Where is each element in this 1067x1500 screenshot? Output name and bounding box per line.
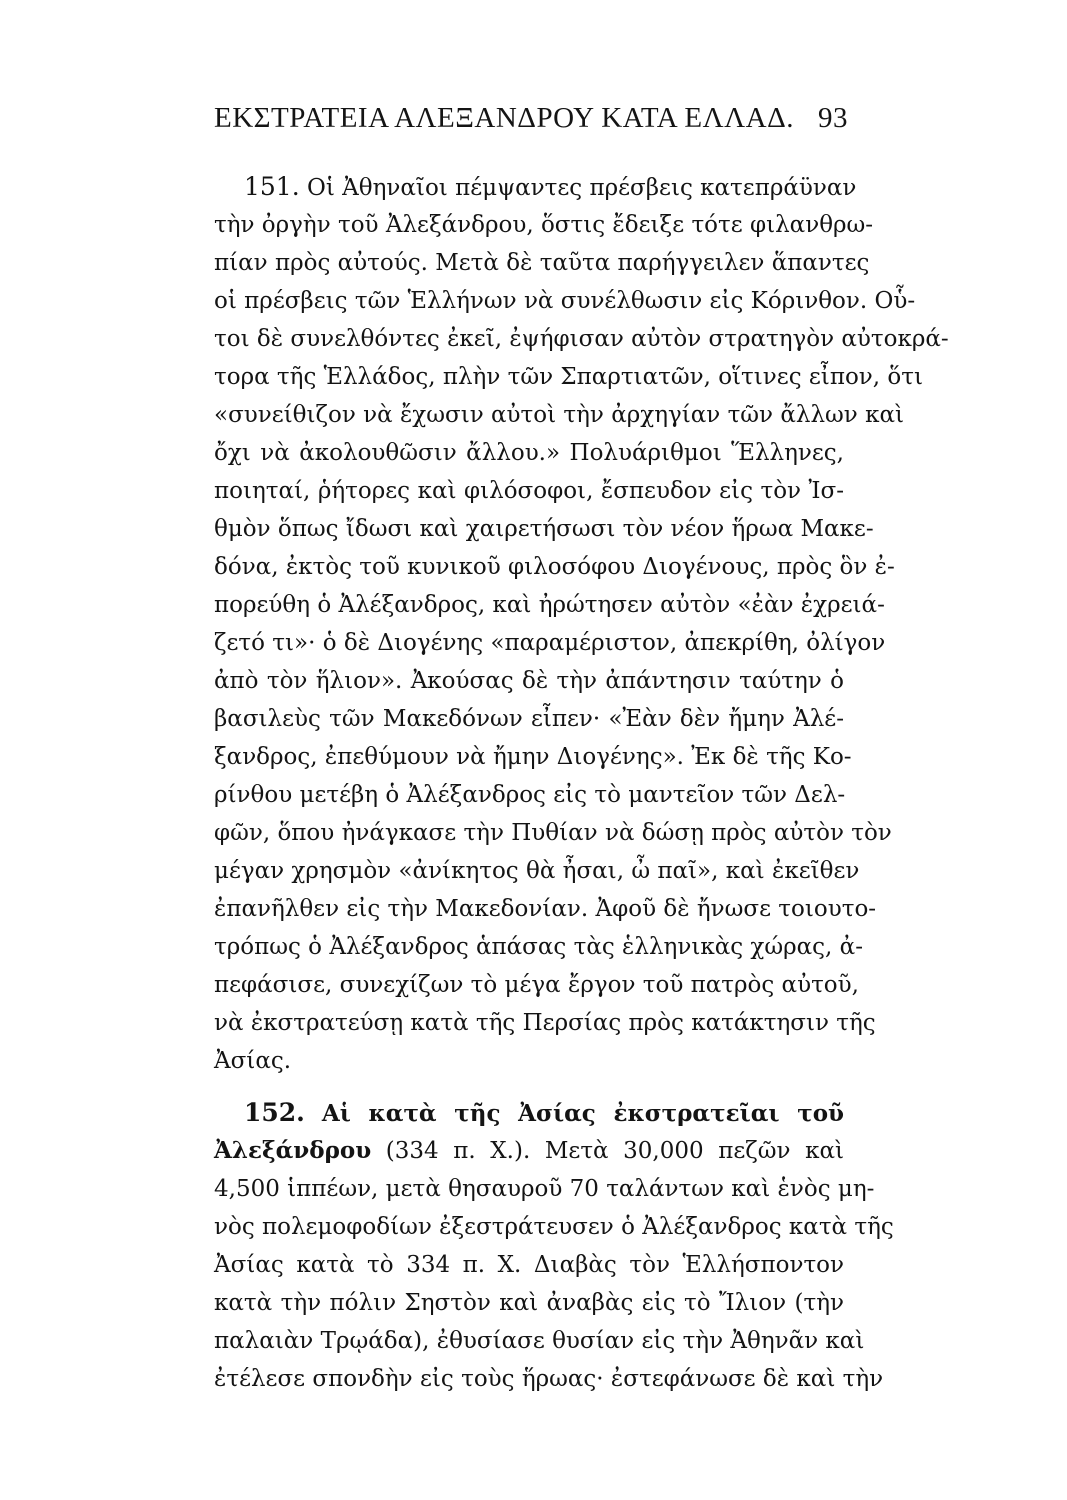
- paragraph-151-line-7: «συνείθιζον νὰ ἔχωσιν αὐτοὶ τὴν ἀρχηγίαν τῶν ἄλλων καὶ: [214, 402, 905, 428]
- paragraph-151-line-1: [244, 168, 857, 206]
- paragraph-152-line-6: κατὰ τὴν πόλιν Σηστὸν καὶ ἀναβὰς εἰς τὸ Ἴλιον (τὴν: [214, 1290, 844, 1316]
- paragraph-151-line-11: δόνα, ἐκτὸς τοῦ κυνικοῦ φιλοσόφου Διογένους, πρὸς ὃν ἐ-: [214, 554, 895, 580]
- paragraph-152-line-2: [214, 1132, 844, 1170]
- text: Οἱ Ἀθηναῖοι πέμψαντες πρέσβεις κατεπράϋναν: [306, 175, 857, 201]
- paragraph-151-line-6: τορα τῆς Ἑλλάδος, πλὴν τῶν Σπαρτιατῶν, οἵτινες εἶπον, ὅτι: [214, 364, 923, 390]
- paragraph-151-line-8: ὄχι νὰ ἀκολουθῶσιν ἄλλου.» Πολυάριθμοι Ἕλληνες,: [214, 440, 844, 466]
- paragraph-151-line-10: θμὸν ὅπως ἴδωσι καὶ χαιρετήσωσι τὸν νέον ἥρωα Μακε-: [214, 516, 874, 542]
- paragraph-151-line-13: ζετό τι»· ὁ δὲ Διογένης «παραμέριστον, ἀπεκρίθη, ὀλίγον: [214, 630, 886, 656]
- section-number-151: 151.: [244, 172, 300, 201]
- paragraph-151-line-23: νὰ ἐκστρατεύσῃ κατὰ τῆς Περσίας πρὸς κατάκτησιν τῆς: [214, 1010, 876, 1036]
- paragraph-151-line-15: βασιλεὺς τῶν Μακεδόνων εἶπεν· «Ἐὰν δὲν ἤμην Ἀλέ-: [214, 706, 844, 732]
- paragraph-151-line-21: τρόπως ὁ Ἀλέξανδρος ἁπάσας τὰς ἑλληνικὰς χώρας, ἀ-: [214, 934, 863, 960]
- paragraph-151-line-19: μέγαν χρησμὸν «ἀνίκητος θὰ ἦσαι, ὦ παῖ», καὶ ἐκεῖθεν: [214, 858, 860, 884]
- paragraph-152-line-4: νὸς πολεμοφοδίων ἐξεστράτευσεν ὁ Ἀλέξανδρος κατὰ τῆς: [214, 1214, 894, 1240]
- section-number-152: 152.: [244, 1098, 305, 1127]
- text: (334 π. Χ.). Μετὰ 30,000 πεζῶν καὶ: [385, 1138, 845, 1164]
- section-heading-cont: Ἀλεξάνδρου: [214, 1137, 372, 1164]
- section-heading: Αἱ κατὰ τῆς Ἀσίας ἐκστρατεῖαι τοῦ: [321, 1100, 844, 1127]
- paragraph-151-line-18: φῶν, ὅπου ἠνάγκασε τὴν Πυθίαν νὰ δώσῃ πρὸς αὐτὸν τὸν: [214, 820, 892, 846]
- paragraph-151-line-16: ξανδρος, ἐπεθύμουν νὰ ἤμην Διογένης». Ἐκ δὲ τῆς Κο-: [214, 744, 852, 770]
- paragraph-152-line-8: ἐτέλεσε σπονδὴν εἰς τοὺς ἥρωας· ἐστεφάνωσε δὲ καὶ τὴν: [214, 1366, 884, 1392]
- page-number: 93: [818, 102, 848, 134]
- paragraph-151-line-9: ποιηταί, ῥήτορες καὶ φιλόσοφοι, ἔσπευδον εἰς τὸν Ἰσ-: [214, 478, 844, 504]
- paragraph-151-line-24: Ἀσίας.: [214, 1048, 292, 1074]
- running-head-title: ΕΚΣΤΡΑΤΕΙΑ ΑΛΕΞΑΝΔΡΟΥ ΚΑΤΑ ΕΛΛΑΔ.: [214, 102, 794, 134]
- paragraph-151-line-22: πεφάσισε, συνεχίζων τὸ μέγα ἔργον τοῦ πατρὸς αὐτοῦ,: [214, 972, 859, 998]
- paragraph-151-line-5: τοι δὲ συνελθόντες ἐκεῖ, ἐψήφισαν αὐτὸν στρατηγὸν αὐτοκρά-: [214, 326, 949, 352]
- paragraph-151-line-4: οἱ πρέσβεις τῶν Ἑλλήνων νὰ συνέλθωσιν εἰς Κόρινθον. Οὗ-: [214, 288, 916, 314]
- paragraph-151-line-12: πορεύθη ὁ Ἀλέξανδρος, καὶ ἠρώτησεν αὐτὸν «ἐὰν ἐχρειά-: [214, 592, 885, 618]
- paragraph-152-line-5: Ἀσίας κατὰ τὸ 334 π. Χ. Διαβὰς τὸν Ἑλλήσποντον: [214, 1252, 844, 1278]
- paragraph-152-line-3: 4,500 ἱππέων, μετὰ θησαυροῦ 70 ταλάντων καὶ ἑνὸς μη-: [214, 1176, 875, 1202]
- paragraph-151-line-14: ἀπὸ τὸν ἥλιον». Ἀκούσας δὲ τὴν ἀπάντησιν ταύτην ὁ: [214, 668, 844, 694]
- paragraph-152-line-1: [244, 1094, 844, 1132]
- paragraph-151-line-3: πίαν πρὸς αὐτούς. Μετὰ δὲ ταῦτα παρήγγειλεν ἅπαντες: [214, 250, 870, 276]
- paragraph-152-line-7: παλαιὰν Τρῳάδα), ἐθυσίασε θυσίαν εἰς τὴν Ἀθηνᾶν καὶ: [214, 1328, 865, 1354]
- paragraph-151-line-20: ἐπανῆλθεν εἰς τὴν Μακεδονίαν. Ἀφοῦ δὲ ἤνωσε τοιουτο-: [214, 896, 877, 922]
- paragraph-151-line-17: ρίνθου μετέβη ὁ Ἀλέξανδρος εἰς τὸ μαντεῖον τῶν Δελ-: [214, 782, 846, 808]
- paragraph-151-line-2: τὴν ὀργὴν τοῦ Ἀλεξάνδρου, ὅστις ἔδειξε τότε φιλανθρω-: [214, 212, 874, 238]
